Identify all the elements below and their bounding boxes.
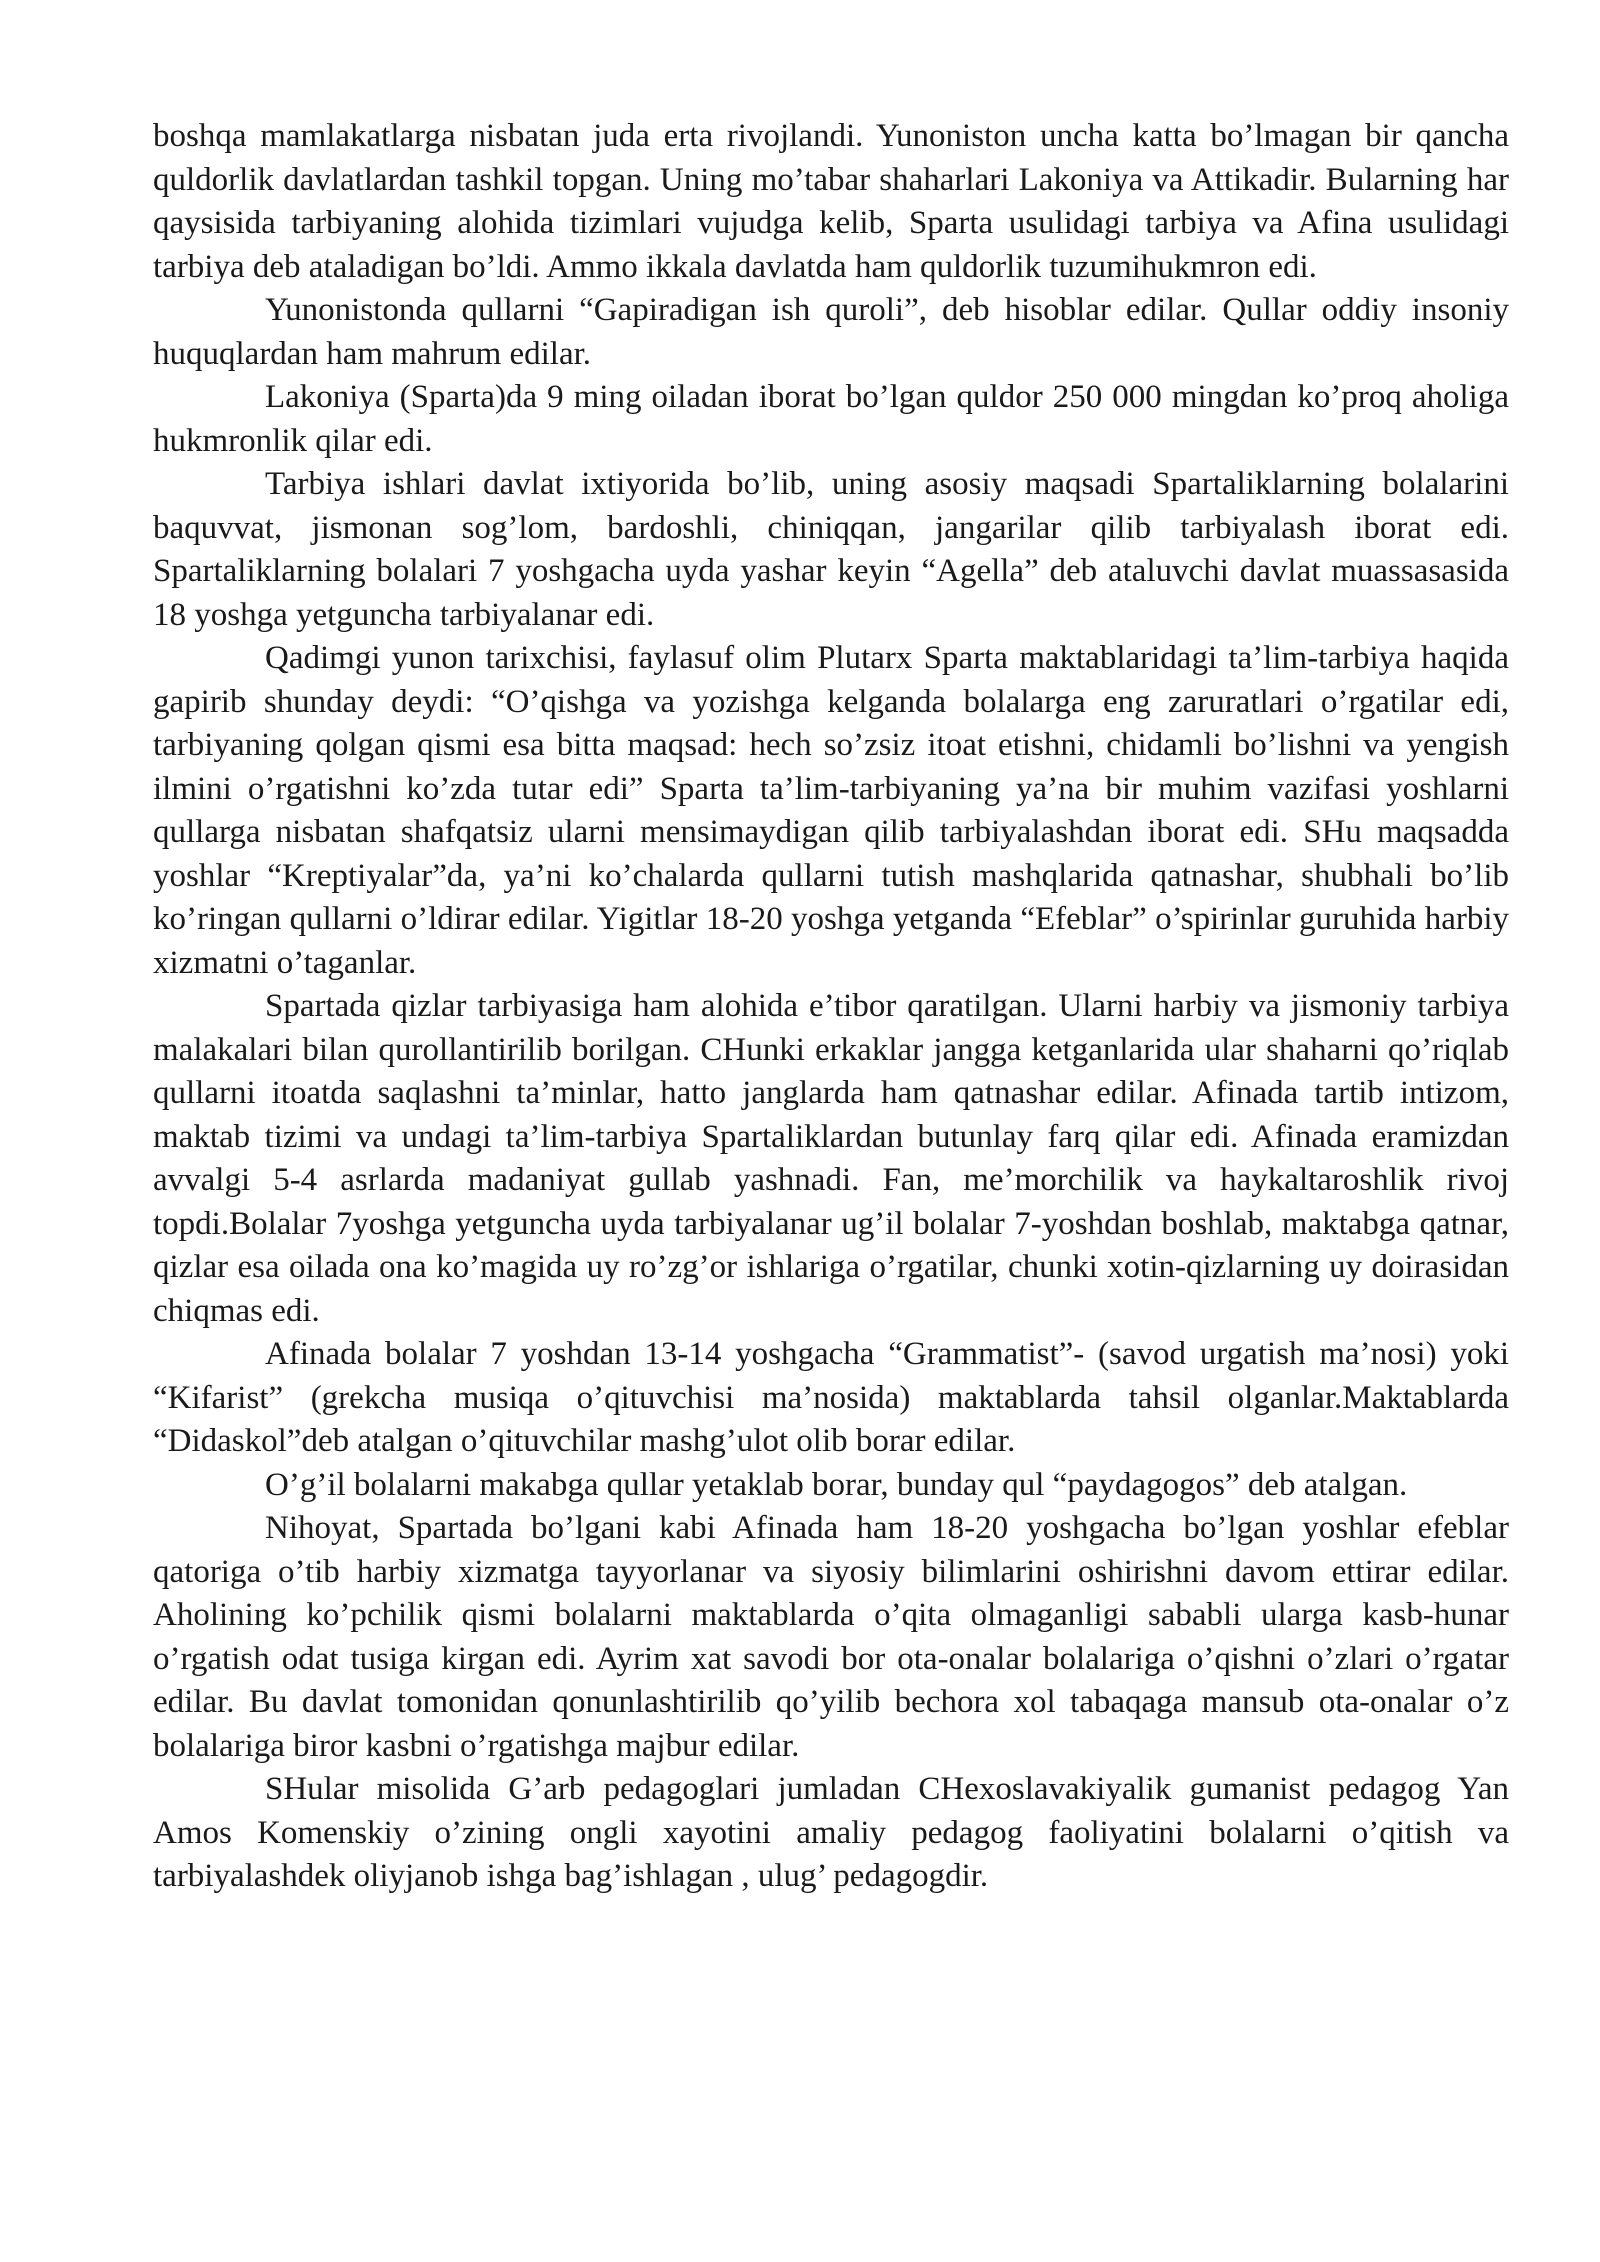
paragraph: Yunonistonda qullarni “Gapiradigan ish quroli”, deb hisoblar edilar. Qullar oddiy insoniy huquqlardan ham mahrum edilar. [153, 292, 1509, 372]
paragraph: Qadimgi yunon tarixchisi, faylasuf olim Plutarx Sparta maktablaridagi ta’lim-tarbiya haqida gapirib shunday deydi: “O’qishga va yozishga kelganda bolalarga eng zaruratlari o’rgatilar edi, tarbiyaning qolgan qismi esa bitta maqsad: hech so’zsiz itoat etishni, chidamli bo’lishni va yengish ilmini o’rgatishni ko’zda tutar edi” Sparta ta’lim-tarbiyaning ya’na bir muhim vazifasi yoshlarni qullarga nisbatan shafqatsiz ularni mensimaydigan qilib tarbiyalashdan iborat edi. SHu maqsadda yoshlar “Kreptiyalar”da, ya’ni ko’chalarda qullarni tutish mashqlarida qatnashar, shubhali bo’lib ko’ringan qullarni o’ldirar edilar. Yigitlar 18-20 yoshga yetganda “Efeblar” o’spirinlar guruhida harbiy xizmatni o’taganlar. [153, 640, 1509, 981]
paragraph: SHular misolida G’arb pedagoglari jumladan CHexoslavakiyalik gumanist pedagog Yan Amos Komenskiy o’zining ongli xayotini amaliy pedagog faoliyatini bolalarni o’qitish va tarbiyalashdek oliyjanob ishga bag’ishlagan , ulug’ pedagogdir. [153, 1771, 1509, 1894]
paragraph: Tarbiya ishlari davlat ixtiyorida bo’lib, uning asosiy maqsadi Spartaliklarning bolalarini baquvvat, jismonan sog’lom, bardoshli, chiniqqan, jangarilar qilib tarbiyalash iborat edi. Spartaliklarning bolalari 7 yoshgacha uyda yashar keyin “Agella” deb ataluvchi davlat muassasasida 18 yoshga yetguncha tarbiyalanar edi. [153, 466, 1509, 633]
paragraph: Lakoniya (Sparta)da 9 ming oiladan iborat bo’lgan quldor 250 000 mingdan ko’proq aholiga hukmronlik qilar edi. [153, 379, 1509, 459]
paragraph: Afinada bolalar 7 yoshdan 13-14 yoshgacha “Grammatist”- (savod urgatish ma’nosi) yoki “Kifarist” (grekcha musiqa o’qituvchisi ma’nosida) maktablarda tahsil olganlar.Maktablarda “Didaskol”deb atalgan o’qituvchilar mashg’ulot olib borar edilar. [153, 1336, 1509, 1459]
paragraph: Nihoyat, Spartada bo’lgani kabi Afinada ham 18-20 yoshgacha bo’lgan yoshlar efeblar qatoriga o’tib harbiy xizmatga tayyorlanar va siyosiy bilimlarini oshirishni davom ettirar edilar. Aholining ko’pchilik qismi bolalarni maktablarda o’qita olmaganligi sababli ularga kasb-hunar o’rgatish odat tusiga kirgan edi. Ayrim xat savodi bor ota-onalar bolalariga o’qishni o’zlari o’rgatar edilar. Bu davlat tomonidan qonunlashtirilib qo’yilib bechora xol tabaqaga mansub ota-onalar o’z bolalariga biror kasbni o’rgatishga majbur edilar. [153, 1510, 1509, 1764]
paragraph: O’g’il bolalarni makabga qullar yetaklab borar, bunday qul “paydagogos” deb atalgan. [265, 1466, 1408, 1503]
document-body [153, 115, 1509, 1899]
paragraph: boshqa mamlakatlarga nisbatan juda erta rivojlandi. Yunoniston uncha katta bo’lmagan bir qancha quldorlik davlatlardan tashkil topgan. Uning mo’tabar shaharlari Lakoniya va Attikadir. Bularning har qaysisida tarbiyaning alohida tizimlari vujudga kelib, Sparta usulidagi tarbiya va Afina usulidagi tarbiya deb ataladigan bo’ldi. Ammo ikkala davlatda ham quldorlik tuzumihukmron edi. [153, 118, 1509, 285]
paragraph: Spartada qizlar tarbiyasiga ham alohida e’tibor qaratilgan. Ularni harbiy va jismoniy tarbiya malakalari bilan qurollantirilib borilgan. CHunki erkaklar jangga ketganlarida ular shaharni qo’riqlab qullarni itoatda saqlashni ta’minlar, hatto janglarda ham qatnashar edilar. Afinada tartib intizom, maktab tizimi va undagi ta’lim-tarbiya Spartaliklardan butunlay farq qilar edi. Afinada eramizdan avvalgi 5-4 asrlarda madaniyat gullab yashnadi. Fan, me’morchilik va haykaltaroshlik rivoj topdi.Bolalar 7yoshga yetguncha uyda tarbiyalanar ug’il bolalar 7-yoshdan boshlab, maktabga qatnar, qizlar esa oilada ona ko’magida uy ro’zg’or ishlariga o’rgatilar, chunki xotin-qizlarning uy doirasidan chiqmas edi. [153, 988, 1509, 1329]
